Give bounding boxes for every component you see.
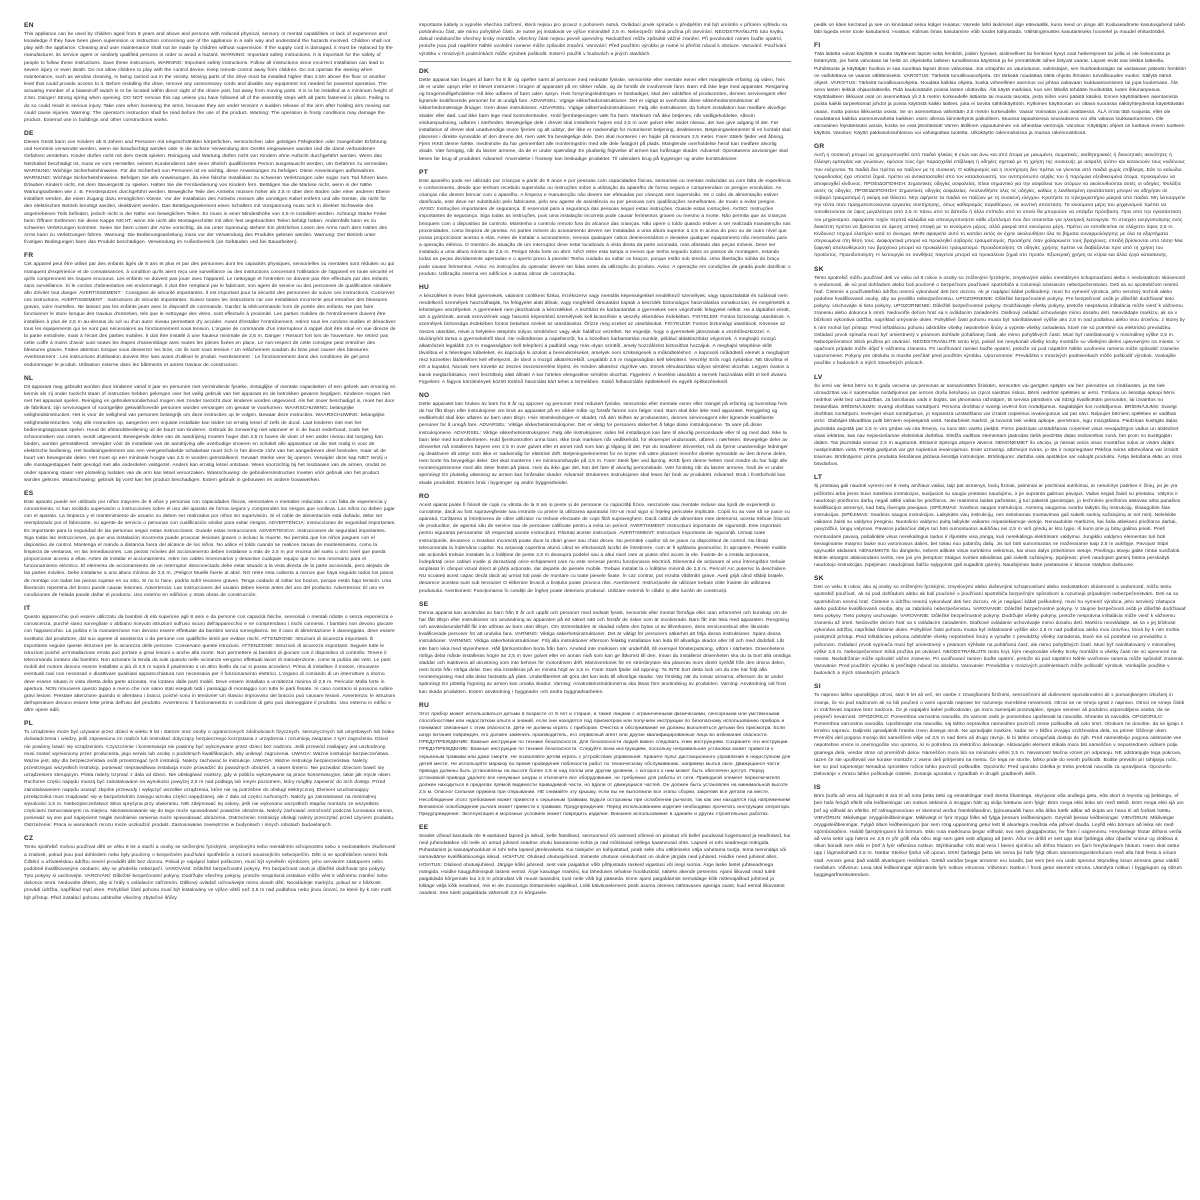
section-text: Seadet võivad kasutada üle 8-aastased lapsed ja isikud, kelle füüsilised, sensoorsed või vaimsed võimed on piiratud või kellel puuduvad kogemused ja teadmised, kui neid juhendatakse või neile on antud juhised seadme ohutu kasutamise kohta ja nad mõistavad sellega kaasnevaid ohte. Lapsed ei tohi seadmega mängida. Puhastamist ja kasutajahooldust ei tohi teha lapsed järelevalveta. Kui toitejuhe on kahjustatud, peab selle ohu vältimiseks välja vahetama tootja, tema teenindaja või samaväärse kvalifikatsiooniga isikud. HOIATUS: Olulised ohutusjuhised. Inimeste ohutuse seisukohast on oluline järgida neid juhiseid. Hoidke need juhised alles. HOIATUS: Olulised ohutusjuhised. Järgige kõiki juhiseid, sest vale paigaldus võib põhjustada raskeid vigastusi või isegi surma. Ärge laske lastel juhtseadmega mängida. Hoidke kaugjuhtimispult lastest eemal. Ärge kasutage markiisi, kui läheduses tehakse hooldustöid, näiteks akende pesemist. Ajami liikuvad osad tuleb paigaldada kõrgemale kui 2,5 m põrandast või muust tasandist, kust neile võib ligi pääseda. Enne ajami paigaldamist eemaldage kõik mittevajalikud juhtmed ja lülitage välja kõik seadmed, mis ei ole mootoriga töötamiseks vajalikud. Lüliti käivituselement peab asuma otseses nähtavuses ajamiga osast, kuid eemal liikuvatest osadest. See tuleb paigaldada vähemalt 2,5 m kõrgusele. [419, 834, 791, 897]
section-text: To urządzenie może być używane przez dzieci w wieku 8 lat i starsze oraz osoby o ograniczonych zdolnościach fizycznych, sensorycznych lub umysłowych lub braku doświadczenia i wiedzy, jeśli zapewniono im nadzór lub instruktaż dotyczący bezpiecznego korzystania z urządzenia i rozumieją związane z tym zagrożenia. Dzieci nie powinny bawić się urządzeniem. Czyszczenie i konserwacja nie powinny być wykonywane przez dzieci bez nadzoru. Jeśli przewód zasilający jest uszkodzony, musi zostać wymieniony przez producenta, jego serwis lub osobę o podobnych kwalifikacjach, aby uniknąć zagrożenia. UWAGA: Ważne instrukcje bezpieczeństwa. Ważne jest, aby dla bezpieczeństwa osób przestrzegać tych instrukcji. Należy zachować te instrukcje. UWAGA: Ważne instrukcje bezpieczeństwa. Należy przestrzegać wszystkich instrukcji, ponieważ nieprawidłowa instalacja może prowadzić do poważnych obrażeń, a nawet śmierci. Nie pozwalać dzieciom bawić się urządzeniem sterującym. Pilota należy trzymać z dala od dzieci. Nie obsługiwać markizy, gdy w pobliżu wykonywane są prace konserwacyjne, takie jak mycie okien. Ruchome części napędu muszą być zainstalowane na wysokości powyżej 2,5 m nad podłogą lub innym poziomem, który mógłby zapewnić do nich dostęp. Przed zainstalowaniem napędu usunąć zbędne przewody i wyłączyć wszelkie urządzenia, które nie są potrzebne do obsługi elektrycznej. Element uruchamiający przełącznika musi znajdować się w bezpośrednim zasięgu wzroku części napędzanej, ale z dala od części ruchomych. Należy go zainstalować na minimalnej wysokości 2,5 m. Niebezpieczeństwo! Silna sprężyna przy otwieraniu. NIE zdejmować tej osłony, jeśli nie wykonano wszystkich etapów montażu ze wszystkimi częściami zamocowanymi na miejscu. Niezastosowanie się do tego może spowodować poważne obrażenia. Należy zachować ostrożność podczas luzowania ramion, ponieważ są one pod napięciem! Nagłe zwolnienie ramienia może spowodować obrażenia. Ostrzeżenie: Instrukcję obsługi należy przeczytać przed użyciem produktu. Ostrzeżenie: Praca w warunkach mrozu może uszkodzić produkt. Zastosowanie zewnętrzne w budynkach i innych robotach budowlanych. [24, 730, 395, 829]
language-code: DE [24, 130, 34, 138]
language-code: GR [814, 143, 825, 151]
section-en [24, 22, 396, 124]
language-code: NL [24, 374, 34, 382]
section-text: importante kabely a vypněte všechna zařízení, která nejsou pro provoz s pohonem nutná. Ovládací prvek spínače s předpětím má být umístěn v přímém výhledu na poháněnou část, ale mimo pohyblivé části. Je nutné jej instalovat ve výšce minimálně 2,5 m. Nebezpečí! Silná pružina při otevírání. NEODSTRAŇUJTE tuto krytku, dokud nedokončíte všechny kroky montáže, všechny části nejsou pevně upevněny. Nedodržení může způsobit vážné zranění. Při povolování ramen buďte opatrní, protože jsou pod napětím! Náhlé uvolnění ramene může způsobit zranění. Varování: Před použitím výrobku je nutné si přečíst návod k obsluze. Varování: Používání výrobku v mrazivých podmínkách může výrobek poškodit. Externí použití v budovách a jiných stavbách. [419, 22, 791, 62]
section-se [419, 601, 791, 696]
language-code: SE [419, 600, 429, 608]
language-code: SK [814, 575, 824, 583]
section-text: Este aparelho pode ser utilizado por crianças a partir de 8 anos e por pessoas com capacidades físicas, sensoriais ou mentais reduzidas ou com falta de experiência e conhecimento, desde que tenham recebido supervisão ou instruções sobre a utilização do aparelho de forma segura e compreendam os perigos envolvidos. As crianças não devem brincar com o aparelho. A limpeza e manutenção não devem ser efetuadas por crianças sem supervisão. Se o cabo de alimentação estiver danificado, este deve ser substituído pelo fabricante, pelo seu agente de assistência ou por pessoas com qualificações semelhantes, de modo a evitar perigos. AVISO: Instruções importantes de segurança. É essencial para a segurança das pessoas seguir estas instruções. Guarde estas instruções. AVISO: Instruções importantes de segurança. Siga todas as instruções, pois uma instalação incorreta pode causar ferimentos graves ou mesmo a morte. Não permita que as crianças brinquem com o dispositivo de controlo. Mantenha o controlo remoto fora do alcance das crianças. Não opere o toldo quando estiver a ser realizada manutenção nas proximidades, como limpeza de janelas. As partes móveis do acionamento devem ser instaladas a uma altura superior a 2,5 m acima do piso ou de outro nível que possa proporcionar acesso a elas. Antes de instalar o acionamento, remova quaisquer cabos desnecessários e desative qualquer equipamento não necessário para a operação elétrica. O membro de atuação de um interruptor deve estar localizado à vista direta da parte acionada, mas afastado das peças móveis. Deve ser instalado a uma altura mínima de 2,5 m. Perigo! Mola forte ao abrir. NÃO retire esta tampa a menos que tenha seguido todos os passos de montagem, estando todas as peças devidamente apertadas e o aperto preso à parede! Tenha cuidado ao soltar os braços, porque estão sob tensão. Uma libertação súbita do braço pode causar ferimentos. Aviso: As instruções do operador devem ser lidas antes da utilização do produto. Aviso: A operação em condições de geada pode danificar o produto. Utilização externa em edifícios e outras obras de construção. [419, 178, 791, 277]
section-text: peidik on käes kerzatud ja see on kinnitatud seina külge! Hoiatus: Varrede lahti laskmisel olge ettevaatlik, kuna need on pinge all! Koduseadmete kasutusjuhend tuleb läbi lugeda enne toote kasutamist. Hoiatus: Külmas ilmas kasutamine võib toodet kahjustada. Välistingimustes kasutamiseks hoonetel ja muudel ehitustöödel. [814, 23, 1185, 36]
language-code: NO [419, 391, 430, 399]
section-pl [24, 720, 396, 829]
section-ee-continued [814, 22, 1186, 36]
section-text: Αυτή η συσκευή μπορεί να χρησιμοποιηθεί από παιδιά ηλικίας 8 ετών και άνω και από άτομα με μειωμένες σωματικές, αισθητηριακές ή διανοητικές ικανότητες ή έλλειψη εμπειρίας και γνώσεων, εφόσον τους έχει παρασχεθεί επίβλεψη ή οδηγίες σχετικά με τη χρήση της συσκευής με ασφαλή τρόπο και κατανοούν τους κινδύνους που ενέχονται. Τα παιδιά δεν πρέπει να παίζουν με τη συσκευή. Ο καθαρισμός και η συντήρηση δεν πρέπει να γίνονται από παιδιά χωρίς επίβλεψη. Εάν το καλώδιο τροφοδοσίας έχει υποστεί ζημιά, πρέπει να αντικατασταθεί από τον κατασκευαστή, τον αντιπρόσωπο σέρβις του ή παρόμοια εξειδικευμένα άτομα, προκειμένου να αποφευχθεί κίνδυνος. ΠΡΟΕΙΔΟΠΟΙΗΣΗ: Σημαντικές οδηγίες ασφαλείας. Είναι σημαντικό για την ασφάλεια των ατόμων να ακολουθούνται αυτές οι οδηγίες. Φυλάξτε αυτές τις οδηγίες. ΠΡΟΕΙΔΟΠΟΙΗΣΗ: Σημαντικές οδηγίες ασφαλείας. Ακολουθήστε όλες τις οδηγίες, καθώς η λανθασμένη εγκατάσταση μπορεί να οδηγήσει σε σοβαρό τραυματισμό ή ακόμη και θάνατο. Μην αφήνετε τα παιδιά να παίζουν με τη συσκευή ελέγχου. Κρατήστε το τηλεχειριστήριο μακριά από παιδιά. Μη λειτουργείτε την τέντα όταν πραγματοποιούνται εργασίες συντήρησης, όπως καθαρισμός παραθύρων, σε κοντινή απόσταση. Τα κινούμενα μέρη του μηχανισμού πρέπει να τοποθετούνται σε ύψος μεγαλύτερο από 2,5 m πάνω από το δάπεδο ή άλλο επίπεδο από το οποίο θα μπορούσε να υπάρξει πρόσβαση. Πριν από την εγκατάσταση του μηχανισμού, αφαιρέστε τυχόν περιττά καλώδια και απενεργοποιήστε κάθε εξοπλισμό που δεν απαιτείται για ηλεκτρική λειτουργία. Το στοιχείο ενεργοποίησης ενός διακόπτη πρέπει να βρίσκεται σε άμεση οπτική επαφή με το κινούμενο μέρος, αλλά μακριά από κινούμενα μέρη. Πρέπει να τοποθετείται σε ελάχιστο ύψος 2,5 m. Κίνδυνος! Ισχυρό ελατήριο κατά το άνοιγμα. ΜΗΝ αφαιρείτε αυτό το καπάκι εκτός αν έχετε ακολουθήσει όλα τα βήματα συναρμολόγησης με όλα τα εξαρτήματα στερεωμένα στη θέση τους. Διαφορετικά μπορεί να προκληθεί σοβαρός τραυματισμός. Προσέχετε όταν χαλαρώνετε τους βραχίονες, επειδή βρίσκονται υπό τάση! Μια ξαφνική απελευθέρωση του βραχίονα μπορεί να προκαλέσει τραυματισμό. Προειδοποίηση: Οι οδηγίες χρήσης πρέπει να διαβάζονται πριν από τη χρήση του προϊόντος. Προειδοποίηση: Η λειτουργία σε συνθήκες παγετού μπορεί να προκαλέσει ζημιά στο προϊόν. Εξωτερική χρήση σε κτίρια και άλλα έργα κατασκευής. [814, 153, 1186, 259]
language-code: EN [24, 22, 34, 29]
section-hu [419, 284, 791, 386]
section-text: This appliance can be used by children aged from 8 years and above and persons with reduced physical, sensory or mental capabilities or lack of experience and knowledge if they have been given supervision or instruction concerning use of the appliance in a safe way and understand the hazards involved. Children shall not play with the appliance. Cleaning and user maintenance shall not be made by children without supervision. If the supply cord is damaged, it must be replaced by the manufacturer, its service agent or similarly qualified persons in order to avoid a hazard. WARNING: Important safety instructions. It is important for the safety of people to follow these instructions. Save these instructions. WARNING: Important safety instructions. Follow all instructions since incorrect installation can lead to severe injury or even death. Do not allow children to play with the control device. Keep remote control away from children. Do not operate the awning when maintenance, such as window cleaning, is being carried out in the vicinity. Moving parts of the drive must be installed higher than 2.5m above the floor or another level that could provide access to it. Before installing the drive, remove any unnecessary cords and disable any equipment not needed for powered operation. The actuating member of a biased-off switch is to be located within direct sight of the driven part, but away from moving parts. It is to be installed at a minimum height of 2.5m. Danger! Strong spring when opening. DO NOT remove this cap unless you have followed all of the assembly steps with all parts fastened in place. Failing to do so could result in serious injury. Take care when loosening the arms, because they are under tension! A sudden release of the arm after holding arm moving out could cause injuries. Warning: The operator's instruction shall be read before the use of the product. Warning: The operation in frosty conditions may damage the product. External use in buildings and other constructions works. [24, 32, 393, 123]
section-it [24, 605, 396, 714]
language-code: ES [24, 489, 34, 497]
section-text: Dette apparat kan bruges af børn fra 8 år og opefter samt af personer med nedsatte fysiske, sensoriske eller mentale evner eller manglende erfaring og viden, hvis de er under opsyn eller er blevet instrueret i brugen af apparatet på en sikker måde, og de forstår de involverede farer. Børn må ikke lege med apparatet. Rengøring og brugervedligeholdelse må ikke udføres af børn uden opsyn. Hvis forsyningsledningen er beskadiget, skal den udskiftes af producenten, dennes serviceagent eller lignende kvalificerede personer for at undgå fare. ADVARSEL: Vigtige sikkerhedsinstruktioner. Det er vigtigt at overholde disse sikkerhedsinstruktioner af sikkerhedsmæssige årsager. Gem disse instruktioner. ADVARSEL: Vigtige sikkerhedsinstruktioner. Følg alle instruktioner, da forkert installation kan medføre alvorlige skader eller død. Lad ikke børn lege med kontrolenheden. Hold fjernbetjeningen væk fra børn. Markisen må ikke betjenes, når vedligeholdelse, såsom vinduespudsning, udføres i nærheden. Bevægelige dele i drevet skal installeres højere end 2,5 m over gulvet eller andet niveau, der kan give adgang til det. Før installation af drevet skal unødvendige snore fjernes og alt udstyr, der ikke er nødvendigt for motoriseret betjening, deaktiveres. Betjeningselementet til en kontakt skal placeres i direkte synsvidde af den drevne del, men væk fra bevægelige dele. Den skal monteres i en højde på minimum 2,5 meter. Fare! Stærk fjeder ved åbning. Fjern IKKE denne hætte, medmindre du har gennemført alle monteringstrin med alle dele fastgjort på plads. Manglende overholdelse heraf kan medføre alvorlig skade. Vær forsigtig, når du løsner armene, da de er under spænding! En pludselig frigivelse af armen kan forårsage skader. Advarsel: Operatørens anvisninger skal læses før brug af produktet. Advarsel: Anvendelse i frostvejr kan beskadige produktet. Til udendørs brug på bygninger og andre konstruktioner. [419, 77, 791, 162]
section-fr [24, 252, 396, 368]
section-text: Denna apparat kan användas av barn från 8 år och uppåt och personer med nedsatt fysisk, sensorisk eller mental förmåga eller utan erfarenhet och kunskap om de har fått tillsyn eller instruktioner om användning av apparaten på ett säkert sätt och förstår de risker som är involverade. Barn får inte leka med apparaten. Rengöring och användarunderhåll får inte utföras av barn utan tillsyn. Om strömsladden är skadad måste den bytas ut av tillverkaren, dess serviceombud eller liknande kvalificerade personer för att undvika fara. VARNING: Viktiga säkerhetsinstruktioner. Det är viktigt för personers säkerhet att följa dessa instruktioner. Spara dessa instruktioner. VARNING: Viktiga säkerhetsinstruktioner. Följ alla instruktioner eftersom felaktig installation kan leda till allvarliga skador eller till och med dödsfall. Låt inte barn leka med styrenheten. Håll fjärrkontrollen borta från barn. Använd inte markisen när underhåll, till exempel fönsterputsning, utförs i närheten. Drivenhetens rörliga delar måste installeras högre än 2,5 m över golvet eller en annan nivå som kan ge åtkomst till den. Innan du installerar drivenheten ska du ta bort alla onödiga sladdar och inaktivera all utrustning som inte behövs för motordriven drift. Manöverdonet för en strömbrytare ska placeras inom direkt synhåll från den drivna delen, men borta från rörliga delar. Den ska installeras på en minsta höjd av 2,5 m. Fara! Stark fjäder vid öppning. Ta INTE bort detta lock om du inte har följt alla monteringssteg med alla delar fastsatta på plats. Underlåtenhet att göra det kan leda till allvarliga skador. Var försiktig när du lossar armarna, eftersom de är under spänning! En plötslig frigöring av armen kan orsaka skador. Varning: Användarinstruktionerna ska läsas före användning av produkten. Varning: Användning vid frost kan skada produkten. Extern användning i byggnader och andra byggnadsarbeten. [419, 610, 791, 695]
section-text: A készüléket 8 éven felüli gyermekek, valamint csökkent fizikai, érzékszervi vagy mentális képességekkel rendelkező személyek, vagy tapasztalattal és tudással nem rendelkező személyek használhatják, ha felügyelet alatt állnak, vagy megfelelő útmutatást kaptak a készülék biztonságos használatára vonatkozóan, és megértették a lehetséges veszélyeket. A gyermekek nem játszhatnak a készülékkel. A tisztítást és karbantartást a gyermekek nem végezhetik felügyelet nélkül. Ha a tápkábel sérült, azt a gyártónak, annak szervizének vagy hasonló képesítésű személynek kell kicserélnie a veszély elkerülése érdekében. FIGYELEM: Fontos biztonsági utasítások. A személyek biztonsága érdekében fontos betartani ezeket az utasításokat. Őrizze meg ezeket az utasításokat. FIGYELEM: Fontos biztonsági utasítások. Kövesse az összes utasítást, mivel a helytelen telepítés súlyos sérüléshez vagy akár halálhoz vezethet. Ne engedje, hogy a gyermekek játsszanak a vezérlőeszközzel. A távirányítót tartsa a gyermekektől távol. Ne működtesse a napellenzőt, ha a közelben karbantartási munkát, például ablaktisztítást végeznek. A meghajtó mozgó alkatrészeit legalább 2,5 m magasságban kell telepíteni a padlótól vagy más olyan szinttől, amely hozzáférést biztosíthat hozzájuk. A meghajtó telepítése előtt távolítsa el a felesleges kábeleket, és kapcsolja ki azokat a berendezéseket, amelyek nem szükségesek a működtetéshez. A kapcsoló működtető elemét a meghajtott rész közvetlen látóterében kell elhelyezni, de távol a mozgó alkatrészektől. Legalább 2,5 m magasságban kell telepíteni. Veszély! Erős rugó nyitáskor. NE távolítsa el ezt a kupakot, hacsak nem követte az összes összeszerelési lépést, és minden alkatrész rögzítve van. Ennek elmulasztása súlyos sérülést okozhat. Legyen óvatos a karok meglazításakor, mert feszültség alatt állnak! A kar hirtelen elengedése sérülést okozhat. Figyelem: A kezelési utasítást a termék használata előtt el kell olvasni. Figyelem: A fagyos körülmények között történő használat kárt tehet a termékben. Külső felhasználás épületeknél és egyéb építkezéseknél. [419, 293, 790, 385]
section-pt [419, 169, 791, 278]
section-text: Tätä laitetta voivat käyttää 8 vuotta täyttäneet lapset sekä henkilöt, joiden fyysiset, aistimelliset tai henkiset kyvyt ovat heikentyneet tai joilla ei ole kokemusta ja tietämystä, jos heitä valvotaan tai heitä on ohjeistettu laitteen turvallisessa käytössä ja he ymmärtävät siihen liittyvät vaarat. Lapset eivät saa leikkiä laitteella. Puhdistusta ja käyttäjän huoltoa ei saa suorittaa lapset ilman valvontaa. Jos virtajohto on vaurioitunut, valmistajan, sen huoltoedustajan tai vastaavan pätevän henkilön on vaihdettava se vaaran välttämiseksi. VAROITUS: Tärkeitä turvallisuusohjeita. On tärkeää noudattaa näitä ohjeita ihmisten turvallisuuden vuoksi. Säilytä nämä ohjeet. VAROITUS: Tärkeitä turvallisuusohjeita. Noudata kaikkia ohjeita, koska virheellinen asennus voi johtaa vakavaan loukkaantumiseen tai jopa kuolemaan. Älä anna lasten leikkiä ohjauslaitteella. Pidä kaukosäädin poissa lasten ulottuvilta. Älä käytä markiisia, kun sen lähellä tehdään huoltotöitä, kuten ikkunanpesua. Käyttölaitteen liikkuvat osat on asennettava yli 2,5 metrin korkeudelle lattiasta tai muusta tasosta, josta niihin voisi päästä käsiksi. Ennen käyttölaitteen asentamista poista kaikki tarpeettomat johdot ja poista käytöstä kaikki laitteet, joita ei tarvita sähkökäyttöön. Kytkimen käyttöosan on oltava suorassa näköyhteydessä käytettävään osaan, mutta poissa liikkuvista osista. Se on asennettava vähintään 2,5 metrin korkeudelle. Vaara! Voimakas jousi avattaessa. ÄLÄ irrota tätä suojusta, ellet ole noudattanut kaikkia asennusvaiheita kaikkien osien ollessa kiinnitettyinä paikoilleen. Muussa tapauksessa seurauksena voi olla vakava loukkaantuminen. Ole varovainen löysätessäsi varsia, koska ne ovat jännitteisiä! Varren äkillinen vapautuminen voi aiheuttaa vammoja. Varoitus: Käyttäjän ohjeet on luettava ennen tuotteen käyttöä. Varoitus: Käyttö pakkasolosuhteissa voi vahingoittaa tuotetta. Ulkokäyttö rakennuksissa ja muissa rakennustöissä. [814, 52, 1186, 137]
section-fi [814, 42, 1186, 137]
section-text: Börn þurfa að vera að lágmarki 8 ára til að nota þetta tæki og einstaklingar með skerta líkamlega, skynjunar eða andlega getu, eða skort á reynslu og þekkingu, ef þeir hafa fengið eftirlit eða leiðbeiningar um notkun tækisins á öruggan hátt og skilja hættuna sem fylgir. Börn mega ekki leika sér með tækið. Börn mega ekki sjá um þrif og viðhald án eftirlits. Ef rafmagnssnúran er skemmd verður framleiðandinn, þjónustuaðili hans eða álíka hæfir aðilar að skipta um hana til að forðast hættu. VIÐVÖRUN: Mikilvægar öryggisleiðbeiningar. Mikilvægt er fyrir öryggi fólks að fylgja þessum leiðbeiningum. Geymið þessar leiðbeiningar. VIÐVÖRUN: Mikilvægar öryggisleiðbeiningar. Fylgið öllum leiðbeiningum þar sem röng uppsetning getur leitt til alvarlegra meiðsla eða jafnvel dauða. Leyfið ekki börnum að leika sér með stjórnbúnaðinn. Haldið fjarstýringunni frá börnum. Ekki nota markísuna þegar viðhald, svo sem gluggaþvottur, fer fram í nágrenninu. Hreyfanlegir hlutar drifsins verða að vera settir upp hærra en 2,5 m yfir gólfi eða öðru stigi sem gæti veitt aðgang að þeim. Áður en drifið er sett upp skal fjarlægja allar óþarfar snúrur og slökkva á öllum búnaði sem ekki er þörf á fyrir rafknúna notkun. Stýribúnaður rofa skal vera í beinni sjónlínu við drifna hlutann en fjarri hreyfanlegum hlutum. Hann skal settur upp í lágmarkshæð 2,5 m. Hætta! Sterkur fjöður við opnun. EKKI fjarlægja þetta lok nema þú hafir fylgt öllum samsetningarskrefunum með alla hluti festa á sínum stað. Annars getur það valdið alvarlegum meiðslum. Gætið varúðar þegar armarnir eru losaðir, þar sem þeir eru undir spennu! Skyndileg losun armsins getur valdið meiðslum. Viðvörun: Lesa skal leiðbeiningar stjórnanda fyrir notkun vörunnar. Viðvörun: Notkun í frosti getur skemmt vöruna. Utandyra notkun í byggingum og öðrum byggingarframkvæmdum. [814, 794, 1184, 878]
language-code: PT [419, 168, 429, 176]
column-right [814, 22, 1186, 1190]
language-code: HU [419, 283, 430, 291]
column-left [24, 22, 396, 1190]
section-sk [814, 266, 1186, 368]
section-text: To napravo lahko uporabljajo otroci, stari 8 let ali več, ter osebe z zmanjšanimi fizičnimi, senzoričnimi ali duševnimi sposobnostmi ali s pomanjkanjem izkušenj in znanja, če so pod nadzorom ali so bili poučeni o varni uporabi naprave ter razumejo morebitne nevarnosti. Otroci se ne smejo igrati z napravo. Otroci ne smejo čistiti in vzdrževati naprave brez nadzora. Če je napajalni kabel poškodovan, ga mora zamenjati proizvajalec, njegov serviser ali podobno usposobljena oseba, da se prepreči nevarnost. OPOZORILO: Pomembna varnostna navodila. Za varnost oseb je pomembno upoštevati ta navodila. Shranite ta navodila. OPOZORILO: Pomembna varnostna navodila. Upoštevajte vsa navodila, saj lahko nepravilna namestitev povzroči resne poškodbe ali celo smrt. Otrokom ne dovolite, da se igrajo s krmilno napravo. Daljinski upravljalnik hranite izven dosega otrok. Ne upravljajte markize, kadar se v bližini izvajajo vzdrževalna dela, na primer čiščenje oken. Premični deli pogona morajo biti nameščeni višje od 2,5 m nad tlemi ali drugo ravnjo, ki bi lahko omogočala dostop do njih. Pred namestitvijo pogona odstranite vse nepotrebne vrvice in onemogočite vso opremo, ki ni potrebna za električno delovanje. Aktivacijski element stikala mora biti nameščen v neposrednem vidnem polju gnanega dela, vendar stran od premičnih delov. Nameščen mora biti na minimalni višini 2,5 m. Nevarnost! Močna vzmet pri odpiranju. NE odstranjujte tega pokrova, razen če ste upoštevali vse korake montaže z vsemi deli pritrjenimi na mestu. Če tega ne storite, lahko pride do resnih poškodb. Bodite previdni pri rahljanju ročic, ker so pod napetostjo! Nenadna sprostitev ročice lahko povzroči poškodbe. Opozorilo: Pred uporabo izdelka je treba prebrati navodila za upravljavca. Opozorilo: Delovanje v mrazu lahko poškoduje izdelek. Zunanja uporaba v zgradbah in drugih gradbenih delih. [814, 693, 1185, 778]
section-dk [419, 68, 791, 163]
section-lt [814, 474, 1186, 569]
section-sk-second [814, 575, 1186, 677]
language-code: IT [24, 605, 31, 613]
section-text: Šo ierīci var lietot bērni no 8 gadu vecuma un personas ar samazinātām fiziskām, sensorām vai garīgām spējām vai bez pieredzes un zināšanām, ja tās tiek uzraudzītas vai ir saņēmušas norādījumus par ierīces drošu lietošanu un izprot saistītos riskus. Bērni nedrīkst spēlēties ar ierīci. Tīrīšanu un lietotāja apkopi bērni nedrīkst veikt bez uzraudzības. Ja barošanas vads ir bojāts, tas jānomaina ražotājam, tā servisa pārstāvim vai līdzīgi kvalificētām personām, lai izvairītos no bīstamības. BRĪDINĀJUMS: Svarīgi drošības norādījumi. Personu drošībai ir svarīgi ievērot šos norādījumus. Saglabājiet šos norādījumus. BRĪDINĀJUMS: Svarīgi drošības norādījumi. Ievērojiet visus norādījumus, jo nepareiza uzstādīšana var izraisīt nopietnus ievainojumus vai pat nāvi. Neļaujiet bērniem spēlēties ar vadības ierīci. Glabājiet tālvadības pulti bērniem nepieejamā vietā. Nedarbiniet markīzi, ja tuvumā tiek veikta apkope, piemēram, logu mazgāšana. Piedziņas kustīgās daļas jāuzstāda augstāk par 2,5 m virs grīdas vai cita līmeņa, no kura tām varētu piekļūt. Pirms piedziņas uzstādīšanas noņemiet visus nevajadzīgos vadus un atslēdziet visas iekārtas, kas nav nepieciešamas elektriskai darbībai. Slēdža vadības elementam jāatrodas tiešā piedzītās daļas redzamības zonā, bet prom no kustīgajām daļām. Tas jāuzstāda vismaz 2,5 m augstumā. Bīstami! Spēcīga atspere atverot. NENOŅEMIET šo vāciņu, ja neesat veicis visus montāžas soļus ar visām daļām nostiprinātām vietā. Pretējā gadījumā var gūt nopietnus ievainojumus. Esiet uzmanīgi, atbrīvojot sviras, jo tās ir nospriegotas! Pēkšņa sviras atbrīvošana var izraisīt traumas. Brīdinājums: pirms produkta lietošanas jāizlasa lietotāja instrukcijas. Brīdinājums: darbība sala apstākļos var sabojāt produktu. Ārēja lietošana ēkās un citos būvdarbos. [814, 383, 1182, 468]
section-text: Dette apparatet kan brukes av barn fra 8 år og oppover og personer med redusert fysiske, sensoriske eller mentale evner eller mangel på erfaring og kunnskap hvis de har fått tilsyn eller instruksjoner om bruk av apparatet på en sikker måte og forstår farene som følger med. Barn skal ikke leke med apparatet. Rengjøring og vedlikehold skal ikke utføres av barn uten tilsyn. Hvis strømledningen er skadet, må den skiftes av produsenten, dennes serviceagent eller lignende kvalifiserte personer for å unngå fare. ADVARSEL: Viktige sikkerhetsinstruksjoner. Det er viktig for personers sikkerhet å følge disse instruksjonene. Ta vare på disse instruksjonene. ADVARSEL: Viktige sikkerhetsinstruksjoner. Følg alle instruksjoner, siden feil installasjon kan føre til alvorlig personskade eller til og med død. Ikke la barn leke med kontrollenheten. Hold fjernkontrollen unna barn. Ikke bruk markisen når vedlikehold, for eksempel vindusvask, utføres i nærheten. Bevegelige deler av drivverket må installeres høyere enn 2,5 m over gulvet eller et annet nivå som kan gi tilgang til det. Før du installerer drivverket, må du fjerne unødvendige ledninger og deaktivere alt utstyr som ikke er nødvendig for elektrisk drift. Betjeningselementet for en bryter må være plassert innenfor direkte synsvidde av den drevne delen, men borte fra bevegelige deler. Det skal monteres i en minimumshøyde på 2,5 m. Fare! Sterk fjær ved åpning. IKKE fjern denne hetten med mindre du har fulgt alle monteringstrinnene med alle deler festet på plass. Hvis du ikke gjør det, kan det føre til alvorlig personskade. Vær forsiktig når du løsner armene, fordi de er under spenning! En plutselig utløsning av armen kan forårsake skader. Advarsel: Brukerens instruksjoner skal leses før bruk av produktet. Advarsel: Bruk i frostforhold kan skade produktet. Ekstern bruk i bygninger og andre byggearbeider. [419, 401, 788, 486]
section-ru [419, 702, 791, 818]
section-text: Este aparato puede ser utilizado por niños mayores de 8 años y personas con capacidades físicas, sensoriales o mentales reducidas o con falta de experiencia y conocimiento, si han recibido supervisión o instrucciones sobre el uso del aparato de forma segura y comprenden los riesgos que conlleva. Los niños no deben jugar con el aparato. La limpieza y el mantenimiento de usuario no deben ser realizados por niños sin supervisión. Si el cable de alimentación está dañado, debe ser reemplazado por el fabricante, su agente de servicio o personas con cualificación similar para evitar riesgos. ADVERTENCIA: Instrucciones de seguridad importantes. Es importante para la seguridad de las personas seguir estas instrucciones. Guarde estas instrucciones. ADVERTENCIA: Instrucciones de seguridad importantes. Siga todas las instrucciones, ya que una instalación incorrecta puede provocar lesiones graves o incluso la muerte. No permita que los niños jueguen con el dispositivo de control. Mantenga el mando a distancia fuera del alcance de los niños. No utilice el toldo cuando se realicen tareas de mantenimiento, como la limpieza de ventanas, en las inmediaciones. Las piezas móviles del accionamiento deben instalarse a más de 2,5 m por encima del suelo u otro nivel que pueda proporcionar acceso a ellas. Antes de instalar el accionamiento, retire los cables innecesarios y desactive cualquier equipo que no sea necesario para el funcionamiento eléctrico. El elemento de accionamiento de un interruptor desconectado debe estar situado a la vista directa de la parte accionada, pero alejado de las partes móviles. Debe instalarse a una altura mínima de 2,5 m. ¡Peligro! Muelle fuerte al abrir. NO retire esta cubierta a menos que haya seguido todos los pasos de montaje con todas las piezas sujetas en su sitio. Si no lo hace, podría sufrir lesiones graves. Tenga cuidado al soltar los brazos, porque están bajo tensión. Una liberación repentina del brazo puede causar lesiones. Advertencia: Las instrucciones del usuario deben leerse antes del uso del producto. Advertencia: El uso en condiciones de helada puede dañar el producto. Uso externo en edificios y otras obras de construcción. [24, 499, 396, 598]
language-code: IS [814, 784, 821, 792]
section-text: Dit apparaat mag gebruikt worden door kinderen vanaf 8 jaar en personen met verminderde fysieke, zintuiglijke of mentale capaciteiten of een gebrek aan ervaring en kennis als zij onder toezicht staan of instructies hebben gekregen over het veilig gebruik van het apparaat en de betrokken gevaren begrijpen. Kinderen mogen niet met het apparaat spelen. Reiniging en gebruikersonderhoud mogen niet zonder toezicht door kinderen worden uitgevoerd. Als het snoer beschadigd is, moet het door de fabrikant, zijn serviceagent of soortgelijke gekwalificeerde personen worden vervangen om gevaar te voorkomen. WAARSCHUWING: belangrijke veiligheidsinstructies. Het is voor de veiligheid van personen belangrijk om deze instructies op te volgen. Bewaar deze instructies. WAARSCHUWING: belangrijke veiligheidsinstructies. Volg alle instructies op, aangezien een onjuiste installatie kan leiden tot ernstig letsel of zelfs de dood. Laat kinderen niet met het bedieningsapparaat spelen. Houd de afstandsbediening uit de buurt van kinderen. Gebruik de zonwering niet wanneer er in de buurt onderhoud, zoals het schoonmaken van ramen, wordt uitgevoerd. Bewegende delen van de aandrijving moeten hoger dan 2,5 m boven de vloer of een ander niveau dat toegang kan bieden, worden geïnstalleerd. Verwijder vóór de installatie van de aandrijving alle overbodige snoeren en schakel alle apparatuur uit die niet nodig is voor de elektrische bediening. Het bedieningselement van een veergeschakelde schakelaar moet zich in het directe zicht van het aangedreven deel bevinden, maar uit de buurt van bewegende delen. Het moet op een minimale hoogte van 2,5 m worden geïnstalleerd. Gevaar! Sterke veer bij openen. Verwijder deze kap NIET tenzij u alle montagestappen hebt gevolgd met alle onderdelen vastgezet. Anders kan ernstig letsel ontstaan. Wees voorzichtig bij het losdraaien van de armen, omdat ze onder spanning staan! Het plotseling loslaten van de arm kan letsel veroorzaken. Waarschuwing: de gebruikersinstructies moeten vóór gebruik van het product worden gelezen. Waarschuwing: gebruik bij vorst kan het product beschadigen. Extern gebruik in gebouwen en andere bouwwerken. [24, 384, 396, 483]
language-code: RU [419, 701, 430, 709]
section-text: Dieses Gerät kann von Kindern ab 8 Jahren und Personen mit eingeschränkten körperlichen, sensorischen oder geistigen Fähigkeiten oder mangelnder Erfahrung und Kenntnis verwendet werden, wenn sie beaufsichtigt werden oder in die sichere Verwendung des Geräts eingewiesen wurden und die damit verbundenen Gefahren verstehen. Kinder dürfen nicht mit dem Gerät spielen. Reinigung und Wartung dürfen nicht von Kindern ohne Aufsicht durchgeführt werden. Wenn das Netzkabel beschädigt ist, muss es vom Hersteller, seinem Kundendienst oder einer ähnlich qualifizierten Person ausgetauscht werden, um Gefahren zu vermeiden. WARNUNG: Wichtige Sicherheitshinweise. Für die Sicherheit von Personen ist es wichtig, diese Anweisungen zu befolgen. Diese Anweisungen aufbewahren. WARNUNG: Wichtige Sicherheitshinweise. Befolgen Sie alle Anweisungen, da eine falsche Installation zu schweren Verletzungen oder sogar zum Tod führen kann. Erlauben Kindern nicht, mit dem Steuergerät zu spielen. Halten Sie die Fernbedienung von Kindern fern. Betätigen Sie die Markise nicht, wenn in der Nähe Wartungsarbeiten wie z. B. Fensterputzen durchgeführt werden. Bewegliche Teile des Antriebs müssen höher als 2,5 m über dem Boden oder einer anderen Ebene installiert werden, die einen Zugang dazu ermöglichen könnte. Vor der Installation des Antriebs müssen alle unnötigen Kabel entfernt und alle Geräte, die nicht für den elektrischen Betrieb benötigt werden, deaktiviert werden. Das Betätigungselement eines Schalters mit Vorspannung muss sich in direkter Sichtweite des angetriebenen Teils befinden, jedoch nicht in der Nähe von beweglichen Teilen. Es muss in einer Mindesthöhe von 2,5 m installiert werden. Achtung! Starke Feder beim Öffnen! Entfernen Sie diese Kappe NICHT, wenn Sie nicht alle Montageschritte mit allen fest angebrachten Teilen befolgt haben. Andernfalls kann es zu schweren Verletzungen kommen. Seien Sie beim Lösen der Arme vorsichtig, da sie unter Spannung stehen! Ein plötzliches Lösen des Arms nach dem Halten des Arms kann zu Verletzungen führen. Warnung: Die Bedienungsanleitung muss vor der Verwendung des Produkts gelesen werden. Warnung: Der Betrieb unter frostigen Bedingungen kann das Produkt beschädigen. Verwendung im Außenbereich (an Gebäuden und bei Bauarbeiten). [24, 140, 390, 246]
section-text: Deti vo veku 8 rokov, ako aj osoby so zníženými fyzickými, zmyslovými alebo duševnými schopnosťami alebo nedostatkom skúseností a vedomostí, môžu tento spotrebič používať, ak sú pod dohľadom alebo ak boli poučené o používaní spotrebiča bezpečným spôsobom a rozumejú prípadným nebezpečenstvám. Deti sa so spotrebičom nesmú hrať. Čistenie a údržbu nesmú vykonávať deti bez dozoru. Ak je napájací kábel poškodený, musí ho vymeniť výrobca, jeho servisný zástupca alebo podobne kvalifikovaná osoba, aby sa zabránilo nebezpečenstvu. VAROVANIE: Dôležité bezpečnostné pokyny. V záujme bezpečnosti osôb je dôležité dodržiavať tieto pokyny. Tieto pokyny uschovajte. VAROVANIE: Dôležité bezpečnostné pokyny. Dodržujte všetky pokyny, pretože nesprávna inštalácia môže viesť k vážnemu zraneniu až smrti. Nedovoľte deťom hrať sa s ovládacím zariadením. Diaľkové ovládanie uchovávajte mimo dosahu detí. Markízu neovládajte, ak sa v jej blízkosti vykonáva údržba, napríklad čistenie okien. Pohyblivé časti pohonu musia byť inštalované vyššie ako 2,5 m nad podlahou alebo inou úrovňou, ktorá by k nim mohla poskytnúť prístup. Pred inštaláciou pohonu odstráňte všetky nepotrebné šnúry a vyraďte z prevádzky všetky zariadenia, ktoré nie sú potrebné na prevádzku s pohonom. Ovládací prvok vypínača musí byť umiestnený v priamom výhľade na poháňanú časť, ale mimo pohyblivých častí. Musí byť nainštalovaný v minimálnej výške 2,5 m. Nebezpečenstvo! Silná pružina pri otváraní. NEODSTRAŇUJTE tento kryt, kým nevykonáte všetky kroky montáže a všetky časti nie sú upevnené na mieste. Nedodržanie môže spôsobiť vážne zranenie. Pri uvoľňovaní ramien buďte opatrní, pretože sú pod napätím! Náhle uvoľnenie ramena môže spôsobiť zranenie. Varovanie: Pred použitím výrobku si prečítajte návod na obsluhu. Varovanie: Prevádzka v mrazivých podmienkach môže poškodiť výrobok. Vonkajšie použitie v budovách a iných stavebných prácach. [814, 585, 1186, 677]
section-text: Questo apparecchio può essere utilizzato da bambini di età superiore agli 8 anni e da persone con capacità fisiche, sensoriali o mentali ridotte o senza esperienza e conoscenza, purché siano sorvegliate o abbiano ricevuto istruzioni sull'uso sicuro dell'apparecchio e ne comprendano i rischi connessi. I bambini non devono giocare con l'apparecchio. La pulizia e la manutenzione non devono essere effettuate da bambini senza sorveglianza. Se il cavo di alimentazione è danneggiato, deve essere sostituito dal produttore, dal suo agente di assistenza o da persone con qualifiche simili per evitare rischi. ATTENZIONE: Istruzioni di sicurezza importanti. È importante seguire queste istruzioni per la sicurezza delle persone. Conservare queste istruzioni. ATTENZIONE: Istruzioni di sicurezza importanti. Seguire tutte le istruzioni poiché un'installazione errata può portare a gravi lesioni o anche alla morte. Non permettere ai bambini di giocare con il dispositivo di controllo. Tenere il telecomando lontano dai bambini. Non azionare la tenda da sole quando nelle vicinanze vengono effettuati lavori di manutenzione, come la pulizia dei vetri. Le parti mobili del motore devono essere installate a più di 2,5 m sopra il pavimento o un altro livello da cui si possa accedervi. Prima di installare il motore, rimuovere eventuali cavi non necessari e disattivare qualsiasi apparecchiatura non necessaria per il funzionamento elettrico. L'organo di comando di un interruttore a ritorno deve essere situato in vista diretta della parte azionata, ma lontano dalle parti mobili. Deve essere installato a un'altezza minima di 2,5 m. Pericolo! Molla forte in apertura. NON rimuovere questo tappo a meno che non siano stati eseguiti tutti i passaggi di montaggio con tutte le parti fissate. In caso contrario si possono subire gravi lesioni. Prestare attenzione quando si allentano i bracci, poiché sono in tensione! Un rilascio improvviso del braccio può causare lesioni. Avvertenza: le istruzioni dell'operatore devono essere lette prima dell'uso del prodotto. Avvertenza: il funzionamento in condizioni di gelo può danneggiare il prodotto. Uso esterno in edifici e altre opere edili. [24, 615, 396, 714]
language-code: LT [814, 474, 823, 482]
language-code: PL [24, 720, 34, 728]
section-gr [814, 143, 1186, 259]
section-nl [24, 375, 396, 484]
column-middle [419, 22, 791, 1190]
language-code: SK [814, 265, 824, 273]
language-code: RO [419, 492, 430, 500]
section-de [24, 130, 396, 246]
language-code: FI [814, 42, 821, 50]
section-si [814, 683, 1186, 778]
language-code: CZ [24, 835, 34, 843]
section-text: Tento spotrebič môžu používať deti vo veku od 8 rokov a osoby so zníženými fyzickými, zmyslovými alebo mentálnymi schopnosťami alebo s nedostatkom skúseností a vedomostí, ak sú pod dohľadom alebo boli poučené o bezpečnom používaní spotrebiča a rozumejú súvisiacim nebezpečenstvám. Deti sa so spotrebičom nesmú hrať. Čistenie a používateľskú údržbu nesmú vykonávať deti bez dozoru. Ak je napájací kábel poškodený, musí ho vymeniť výrobca, jeho servisný technik alebo podobne kvalifikované osoby, aby sa predišlo nebezpečenstvu. UPOZORNENIE: Dôležité bezpečnostné pokyny. Pre bezpečnosť osôb je dôležité dodržiavať tieto pokyny. Uschovajte si tieto pokyny. UPOZORNENIE: Dôležité bezpečnostné pokyny. Dodržiavajte všetky pokyny, pretože nesprávna inštalácia môže viesť k vážnemu zraneniu alebo dokonca k smrti. Nedovoľte deťom hrať sa s ovládacím zariadením. Diaľkový ovládač uchovávajte mimo dosahu detí. Neovládajte markízu, ak sa v blízkosti vykonáva údržba, napríklad umývanie okien. Pohyblivé časti pohonu musia byť nainštalované vyššie ako 2,5 m nad podlahou alebo inou úrovňou, z ktorej by k nim mohol byť prístup. Pred inštaláciou pohonu odstráňte všetky nepotrebné šnúry a vypnite všetky zariadenia, ktoré nie sú potrebné na elektrickú prevádzku. Ovládací prvok spínača musí byť umiestnený v priamom dohľade poháňanej časti, ale mimo pohyblivých častí. Musí byť nainštalovaný v minimálnej výške 2,5 m. Nebezpečenstvo! Silná pružina pri otváraní. NEODSTRAŇUJTE tento kryt, pokiaľ ste nevykonali všetky kroky montáže so všetkými dielmi upevnenými na mieste. V opačnom prípade môže dôjsť k vážnemu zraneniu. Pri uvoľňovaní ramien buďte opatrní, pretože sú pod napätím! Náhle uvoľnenie ramena môže spôsobiť zranenie. Upozornenie: Pokyny pre obsluhu si musíte prečítať pred použitím výrobku. Upozornenie: Prevádzka v mrazivých podmienkach môže poškodiť výrobok. Vonkajšie použitie v budovách a iných stavebných prácach. [814, 275, 1186, 367]
language-code: SI [814, 683, 821, 691]
language-code: FR [24, 252, 34, 260]
section-text: Этот прибор может использоваться детьми в возрасте от 8 лет и старше, а также лицами с ограниченными физическими, сенсорными или умственными способностями или недостатком опыта и знаний, если они находятся под присмотром или получили инструкции по безопасному использованию прибора и понимают связанные с этим опасности. Дети не должны играть с прибором. Очистка и обслуживание не должны выполняться детьми без присмотра. Если шнур питания поврежден, его должен заменить производитель, его сервисный агент или другие квалифицированные лица во избежание опасности. ПРЕДУПРЕЖДЕНИЕ: Важные инструкции по технике безопасности. Для безопасности людей важно следовать этим инструкциям. Сохраните эти инструкции. ПРЕДУПРЕЖДЕНИЕ: Важные инструкции по технике безопасности. Следуйте всем инструкциям, поскольку неправильная установка может привести к серьезным травмам или даже смерти. Не позволяйте детям играть с устройством управления. Храните пульт дистанционного управления в недоступном для детей месте. Не используйте маркизу во время проведения поблизости работ по техническому обслуживанию, например мытья окон. Движущиеся части привода должны быть установлены на высоте более 2,5 м над полом или другим уровнем, с которого к ним может быть обеспечен доступ. Перед установкой привода удалите все ненужные шнуры и отключите все оборудование, не требуемое для работы от сети. Приводной элемент переключателя должен находиться в пределах прямой видимости приводимой части, но вдали от движущихся частей. Он должен быть установлен на минимальной высоте 2,5 м. Опасно! Сильная пружина при открывании. НЕ снимайте эту крышку, если вы не выполнили все этапы сборки, закрепив все детали на месте. Несоблюдение этого требования может привести к серьезным травмам. Будьте осторожны при ослаблении рычагов, так как они находятся под напряжением! Внезапное освобождение рычага может привести к травмам. Предупреждение: Перед использованием изделия необходимо прочитать инструкции оператора. Предупреждение: Эксплуатация в морозных условиях может повредить изделие. Внешнее использование в зданиях и других строительных работах. [419, 711, 791, 817]
section-text: Tento spotřebič mohou používat děti ve věku 8 let a starší a osoby se sníženými fyzickými, smyslovými nebo mentálními schopnostmi nebo s nedostatkem zkušeností a znalostí, pokud jsou pod dohledem nebo byly poučeny o bezpečném používání spotřebiče a rozumí souvisejícím nebezpečím. Děti si se spotřebičem nesmí hrát. Čištění a uživatelskou údržbu nesmí provádět děti bez dozoru. Pokud je napájecí kabel poškozen, musí být vyměněn výrobcem, jeho servisním zástupcem nebo podobně kvalifikovanými osobami, aby se předešlo nebezpečí. VAROVÁNÍ: Důležité bezpečnostní pokyny. Pro bezpečnost osob je důležité dodržovat tyto pokyny. Tyto pokyny si uschovejte. VAROVÁNÍ: Důležité bezpečnostní pokyny. Dodržujte všechny pokyny, protože nesprávná instalace může vést k vážnému zranění nebo dokonce smrti. Nedovolte dětem, aby si hrály s ovládacím zařízením. Dálkový ovladač uchovávejte mimo dosah dětí. Neovládejte markýzu, pokud se v blízkosti provádí údržba, například mytí oken. Pohyblivé části pohonu musí být instalovány ve výšce větší než 2,5 m nad podlahou nebo jinou úrovní, ze které by k nim mohl být přístup. Před instalací pohonu odstraňte všechny zbytečné šňůry. [24, 845, 396, 901]
language-code: DK [419, 67, 430, 75]
section-cz-continued [419, 22, 791, 62]
section-no [419, 392, 791, 487]
section-lv [814, 374, 1186, 469]
section-is [814, 784, 1186, 879]
section-ro [419, 493, 791, 595]
language-code: LV [814, 373, 823, 381]
section-text: Acest aparat poate fi folosit de copii cu vârsta de la 8 ani și peste și de persoane cu capacități fizice, senzoriale sau mentale reduse sau lipsă de experiență și cunoștințe, dacă au fost supravegheate sau instruite cu privire la utilizarea aparatului într-un mod sigur și înțeleg pericolele implicate. Copiii nu au voie să se joace cu aparatul. Curățarea și întreținerea de către utilizator nu trebuie efectuate de copii fără supraveghere. Dacă cablul de alimentare este deteriorat, acesta trebuie înlocuit de producător, de agentul său de service sau de persoane calificate pentru a evita un pericol. AVERTISMENT: Instrucțiuni importante de siguranță. Este important pentru siguranța persoanelor să respectați aceste instrucțiuni. Păstrați aceste instrucțiuni. AVERTISMENT: Instrucțiuni importante de siguranță. Urmați toate instrucțiunile, deoarece o instalare incorectă poate duce la răniri grave sau chiar deces. Nu permiteți copiilor să se joace cu dispozitivul de control. Nu lăsați telecomanda la îndemâna copiilor. Nu acționați copertina atunci când se efectuează lucrări de întreținere, cum ar fi spălarea geamurilor, în apropiere. Piesele mobile ale acționării trebuie instalate la o înălțime de peste 2,5 m deasupra podelei sau a altui nivel care ar putea oferi acces la ele. Înainte de a instala acționarea, îndepărtați orice cabluri inutile și dezactivați orice echipament care nu este necesar pentru funcționarea electrică. Elementul de acționare al unui întrerupător trebuie amplasat în câmpul vizual direct al părții acționate, dar departe de piesele mobile. Trebuie instalat la o înălțime minimă de 2,5 m. Pericol! Arc puternic la deschidere. NU scoateți acest capac decât dacă ați urmat toți pașii de montare cu toate piesele fixate. În caz contrar, pot rezulta vătămări grave. Aveți grijă când slăbiți brațele, deoarece acestea sunt sub tensiune! O eliberare bruscă a brațului poate provoca răni. Avertisment: Instrucțiunile de utilizare trebuie citite înainte de utilizarea produsului. Avertisment: Funcționarea în condiții de îngheț poate deteriora produsul. Utilizare externă în clădiri și alte lucrări de construcții. [419, 502, 790, 594]
section-es [24, 490, 396, 599]
section-text: Cet appareil peut être utilisé par des enfants âgés de 8 ans et plus et par des personnes dont les capacités physiques, sensorielles ou mentales sont réduites ou qui manquent d'expérience et de connaissances, à condition qu'ils aient reçu une surveillance ou des instructions concernant l'utilisation de l'appareil en toute sécurité et qu'ils comprennent les risques encourus. Les enfants ne doivent pas jouer avec l'appareil. Le nettoyage et l'entretien ne doivent pas être effectués par des enfants sans surveillance. Si le cordon d'alimentation est endommagé, il doit être remplacé par le fabricant, son agent de service ou des personnes de qualification similaire afin d'éviter tout danger. AVERTISSEMENT : Consignes de sécurité importantes. Il est important pour la sécurité des personnes de suivre ces instructions. Conservez ces instructions. AVERTISSEMENT : Instructions de sécurité importantes. Suivez toutes les instructions car une installation incorrecte peut entraîner des blessures graves, voire mortelles. Ne laissez pas les enfants jouer avec le dispositif de commande. Gardez la télécommande hors de portée des enfants. Ne pas faire fonctionner le store lorsque des travaux d'entretien, tels que le nettoyage des vitres, sont effectués à proximité. Les parties mobiles de l'entraînement doivent être installées à plus de 2,5 m au-dessus du sol ou d'un autre niveau permettant d'y accéder. Avant d'installer l'entraînement, retirez tous les cordons inutiles et désactivez tous les équipements qui ne sont pas nécessaires au fonctionnement sous tension. L'organe de commande d'un interrupteur à rappel doit être situé en vue directe de la partie entraînée, mais à l'écart des parties mobiles. Il doit être installé à une hauteur minimale de 2,5 m. Danger ! Ressort fort lors de l'ouverture. Ne retirez pas cette coiffe à moins d'avoir suivi toutes les étapes d'assemblage avec toutes les pièces fixées en place. Le non-respect de cette consigne peut entraîner des blessures graves. Faites attention lorsque vous desserrez les bras, car ils sont sous tension ! Un relâchement soudain du bras peut causer des blessures. Avertissement : Les instructions d'utilisation doivent être lues avant d'utiliser le produit. Avertissement : Le fonctionnement dans des conditions de gel peut endommager le produit. Utilisation externe dans les bâtiments et autres travaux de construction. [24, 262, 396, 368]
section-text: Šį prietaisą gali naudoti vyresni nei 8 metų amžiaus vaikai, taip pat asmenys, kurių fiziniai, jutiminiai ar psichiniai sutrikimai, ar neturintys patirties ir žinių, jei jie yra prižiūrimi arba jiems buvo suteiktos instrukcijos, susijusios su saugiu prietaiso naudojimu, ir jie supranta galimus pavojus. Vaikai negali žaisti su prietaisu. Valymo ir naudotojo priežiūros darbų negali atlikti vaikai be priežiūros. Jei maitinimo laidas pažeistas, jį turi pakeisti gamintojas, jo techninės priežiūros atstovas arba panašios kvalifikacijos asmenys, kad būtų išvengta pavojaus. ĮSPĖJIMAS: Svarbios saugos instrukcijos. Asmenų saugumui svarbu laikytis šių instrukcijų. Išsaugokite šias instrukcijas. ĮSPĖJIMAS: Svarbios saugos instrukcijos. Laikykitės visų instrukcijų, nes netinkamas montavimas gali sukelti sunkių sužalojimų ar net mirtį. Neleiskite vaikams žaisti su valdymo įrenginiu. Nuotolinio valdymo pultą laikykite vaikams nepasiekiamoje vietoje. Nenaudokite markizės, kai šalia atliekami priežiūros darbai, pavyzdžiui, langų valymas. Pavaros judančios dalys turi būti sumontuotos aukščiau nei 2,5 m virš grindų ar kito lygio, iš kurio prie jų būtų galima prieiti. Prieš montuodami pavarą, pašalinkite visus nereikalingus laidus ir išjunkite visą įrangą, kuri nereikalinga elektriniam valdymui. Jungiklio valdymo elementas turi būti tiesioginiame matymo lauke nuo varomosios dalies, bet toliau nuo judančių dalių. Jis turi būti sumontuotas ne mažesniame kaip 2,5 m aukštyje. Pavojus! Stipri spyruoklė atidarant. NENUIMKITE šio dangtelio, nebent atlikote visus surinkimo veiksmus, kai visos dalys pritvirtintos vietoje. Priešingu atveju galite rimtai susižaloti. Būkite atsargūs atlaisvindami svirtis, nes jos yra įtemptos! Staigus svirties atleidimas gali sukelti sužalojimų. Įspėjimas: prieš naudojant gaminį būtina perskaityti naudotojo instrukcijas. Įspėjimas: naudojimas šalčio sąlygomis gali sugadinti gaminį. Naudojimas lauke pastatuose ir kituose statybos darbuose. [814, 484, 1181, 569]
section-ee [419, 824, 791, 897]
section-cz [24, 835, 396, 901]
language-code: EE [419, 824, 429, 831]
